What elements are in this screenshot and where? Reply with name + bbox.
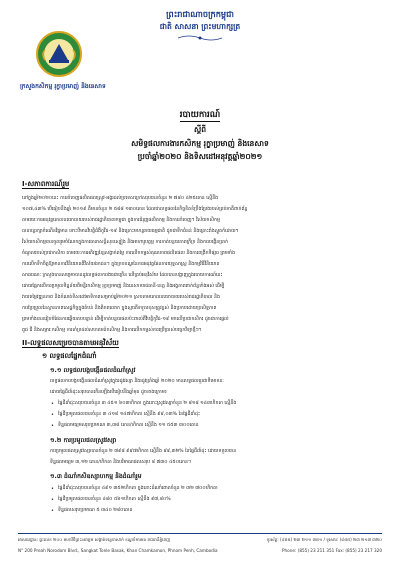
paragraph-line: ចំណូលរបស់ប្រជាកសិករ តាមរយៈការអភិវឌ្ឍខ្សែសង្វាក់តម្លៃ ការលើកកម្ពស់គុណភាពផលិតផល និងការពង្រីកទីផ្សារ ព្រមទាំង	[22, 251, 236, 256]
paragraph-line: វាយតម្លៃវឌ្ឍនភាព និងកំណត់ទិសដៅអាទិភាពសម្រាប់ឆ្នាំ២០២១ ស្របតាមគោលនយោបាយរបស់រាជរដ្ឋាភិបាល និង	[22, 295, 220, 300]
paragraph-line: ដោយផ្ទៃដីដាំដុះសរុបបានកើនឡើងបើធៀបនឹងឆ្នាំមុន ដូចខាងក្រោម៖	[50, 389, 167, 395]
footer-divider	[18, 533, 382, 534]
footer-address-khmer: អាសយដ្ឋាន: ផ្ទះលេខ ២០០ មហាវិថីព្រះនរោត្តម សង្កាត់ទន្លេបាសាក់ ខណ្ឌចំការមន រាជធានីភ្នំពេញ	[18, 537, 171, 542]
bullet-icon: •	[51, 497, 54, 503]
subsection-1-2-heading: ១.២ ការប្រមូលផលស្រូវវស្សា	[50, 437, 117, 444]
bullet-item: • ផ្ទៃដីប្រមូលផលបានចំនួន ៤៨០ ៥៦១ហិកតា ស្មើនឹង ៩៧,៨០%	[58, 495, 380, 506]
paragraph-line: ការប្រែប្រួលនៃស្ថានភាពសេដ្ឋកិច្ចក្នុងតំបន់ និងពិភពលោក ក្នុងស្មារតីទទួលខុសត្រូវខ្ពស់ និងប្រកបដោយប្រសិទ្ធភាព	[22, 306, 217, 311]
section-1-heading: I-សភាពការណ៍រួម	[22, 180, 70, 188]
paragraph-line: សាធារណៈ ក្រសួងបានសម្រេចបាននូវលទ្ធផលការងារជាច្រើន លើគ្រប់អនុវិស័យ ដែលបានបង្ហាញក្នុងរបាយការណ៍នេះ	[22, 273, 223, 278]
bullet-item: • ទិន្នផលមធ្យមសរុបប្រមាណ ៣,៣៨ តោន/ហិកតា ស្មើនឹង ១១ ៥៥៣ ៣០០តោន	[58, 421, 380, 432]
bullet-item: • ផ្ទៃដីដាំដុះសរុបបានចំនួន ៤៩១ ៣៥២ហិកតា ក្នុងនោះដំណាំពោតចំនួន ២ ៣២ ៧០០ហិកតា	[58, 484, 380, 495]
bullet-item: • ផ្ទៃដីប្រមូលផលបានចំនួន ៣ ៤១៨ ១៤៧ហិកតា ស្មើនឹង ៩៩,០៣% នៃផ្ទៃដីដាំដុះ	[58, 410, 380, 421]
document-period: ប្រចាំឆ្នាំ២០២០ និងទិសដៅអនុវត្តឆ្នាំ២០២១	[137, 152, 263, 161]
paragraph-line: ការលើកទឹកចិត្តឱ្យមានការវិនិយោគពីវិស័យឯកជន។ ក្នុងក្របខណ្ឌនៃការអនុវត្តផែនការយុទ្ធសាស្ត្រ និងកម្មវិធីវិនិយោគ	[22, 262, 220, 267]
bullet-icon: •	[51, 423, 54, 429]
paragraph-line: លទ្ធផលការបង្កបង្កើនផលដំណាំស្រូវក្នុងរដូវវស្សា និងរដូវប្រាំងឆ្នាំ ២០២០ មានលទ្ធផលគួរជាទីមោទនៈ	[50, 379, 224, 384]
bullet-icon: •	[51, 412, 54, 418]
document-title: របាយការណ៍	[179, 110, 221, 120]
paragraph-line: ពូជ ជី និងសម្ភារៈកសិកម្ម ការគាំទ្រដល់សហគមន៍កសិកម្ម និងការលើកកម្ពស់ការប្រើប្រាស់បច្ចេកវិទ្យាថ្មីៗ។	[22, 328, 202, 333]
ministry-name: ក្រសួងកសិកម្ម រុក្ខាប្រមាញ់ និងនេសាទ	[20, 83, 106, 90]
subsection-1-heading: ១ លទ្ធផលផ្នែកដំណាំ	[42, 352, 97, 360]
document-subject: សមិទ្ធផលការងារកសិកម្ម រុក្ខាប្រមាញ់ និងនេសាទ	[131, 139, 269, 148]
paragraph-line: ទិន្នផលមធ្យម ៣,១២ តោន/ហិកតា និងបរិមាណផលសរុប ៨ ៧៣០ ៤៥០តោន។	[50, 459, 192, 465]
kingdom-header: ព្រះរាជាណាចក្រកម្ពុជា	[166, 9, 234, 19]
bullet-icon: •	[51, 401, 54, 407]
subsection-1-1-text	[50, 377, 380, 398]
ministry-logo	[35, 30, 83, 78]
paragraph-line: ការប្រមូលផលស្រូវវស្សាបានចំនួន ២ ៧៩៨ ៩៩៧ហិកតា ស្មើនឹង ៩៩,៣២% នៃផ្ទៃដីដាំដុះ ដោយទទួលបាន	[50, 449, 237, 454]
national-motto: ជាតិ សាសនា ព្រះមហាក្សត្រ	[159, 22, 241, 31]
paragraph-line: វិស័យកសិកម្មបានចូលរួមចំណែកក្នុងការធានាសន្តិសុខស្បៀង និងអាហារូបត្ថម្ភ ការកាត់បន្ថយភាពក្រីក្រ និងការបង្កើនប្រាក់	[22, 240, 229, 245]
paragraph-line: បានបន្តរក្សាកំណើនវិជ្ជមាន ទោះបីមានវិបត្តិជំងឺកូវីដ-១៩ និងគ្រោះមហន្តរាយធម្មជាតិ ដូចជាទឹកជំនន់ និងគ្រោះរាំងស្ងួតក៏ដោយ។	[22, 229, 239, 234]
subsection-1-2-text	[50, 447, 380, 468]
ornament-divider-icon	[178, 34, 222, 42]
footer-contact-english: Phone: (855) 23 211 351 Fax: (855) 23 217 320	[282, 548, 382, 553]
bullet-item: • ទិន្នផលសរុបប្រមាណ ៥ ៣៤០ ២៨០តោន	[58, 506, 380, 517]
subsection-1-3-heading: ១.៣ ដំណាំកសិឧស្សាហកម្ម និងដំណាំរួម	[50, 473, 142, 480]
footer-address-english: N° 200 Preah Norodom Blvd., Sangkat Tonle Basak, Khan Chamkamon, Phnom Penh, Cambodia	[18, 548, 218, 553]
paragraph-line: ដោយផ្អែកលើការប្រមូលទិន្នន័យពីមន្ទីរកសិកម្ម រុក្ខាប្រមាញ់ និងនេសាទរាជធានី-ខេត្ត និងអង្គភាពពាក់ព័ន្ធទាំងអស់ ដើម្បី	[22, 284, 225, 289]
footer-contact-khmer: ទូរស័ព្ទ: (៨៥៥) ២៣ ២១១ ៣៥១ / ទូរសារ: (៨៥៥) ២៣ ២១៧ ៣២០	[266, 537, 382, 542]
bullet-icon: •	[51, 508, 54, 514]
section-2-heading: II-លទ្ធផលសម្រេចបានតាមអនុវិស័យ	[22, 339, 119, 347]
document-subtitle-about: ស្តីពី	[193, 125, 207, 134]
paragraph-line: ព្រមទាំងបានរៀបចំផែនការឆ្លើយតបបន្ទាន់ ដើម្បីកាត់បន្ថយផលប៉ះពាល់ពីវិបត្តិកូវីដ-១៩ មកលើប្រជាកសិករ ដូចជាការផ្តល់	[22, 317, 229, 322]
bullet-icon: •	[51, 486, 54, 492]
paragraph-line: តាមរយៈការអនុវត្តគោលនយោបាយរបស់រាជរដ្ឋាភិបាលកម្ពុជា ក្នុងការជំរុញផលិតកម្ម និងការនាំចេញ។ វិស័យកសិកម្ម	[22, 218, 220, 223]
bullet-item: • ផ្ទៃដីដាំដុះសរុបបានចំនួន ៣ ៤៥១ ៦០៣ហិកតា ក្នុងនោះស្រូវវស្សាចំនួន ២ ៨១៨ ១៤៣ហិកតា ស្មើនឹង	[58, 399, 380, 410]
section-1-paragraph	[22, 193, 380, 336]
paragraph-line: ១០៧,៤៣% បើធៀបនឹងឆ្នាំ ២០១៩ គឺមានចំនួន ២ ៥៨៨ ១៣០តោន ដែលជាលទ្ធផលនៃកិច្ចខិតខំប្រឹងប្រែងរបស់គ្រប់ភាគីពាក់ព័ន្ធ	[22, 207, 248, 212]
subsection-1-1-heading: ១.១ លទ្ធផលបង្កបង្កើនផលដំណាំស្រូវ	[50, 367, 136, 374]
paragraph-line: នៅក្នុងឆ្នាំ២០២០នេះ ការនាំចេញផលិតផលស្រូវ-អង្ករដល់ប្រទេសក្រៅសរុបបានចំនួន ២ ៧៨០ ៤២៥តោន ស្មើនឹង	[22, 196, 219, 201]
